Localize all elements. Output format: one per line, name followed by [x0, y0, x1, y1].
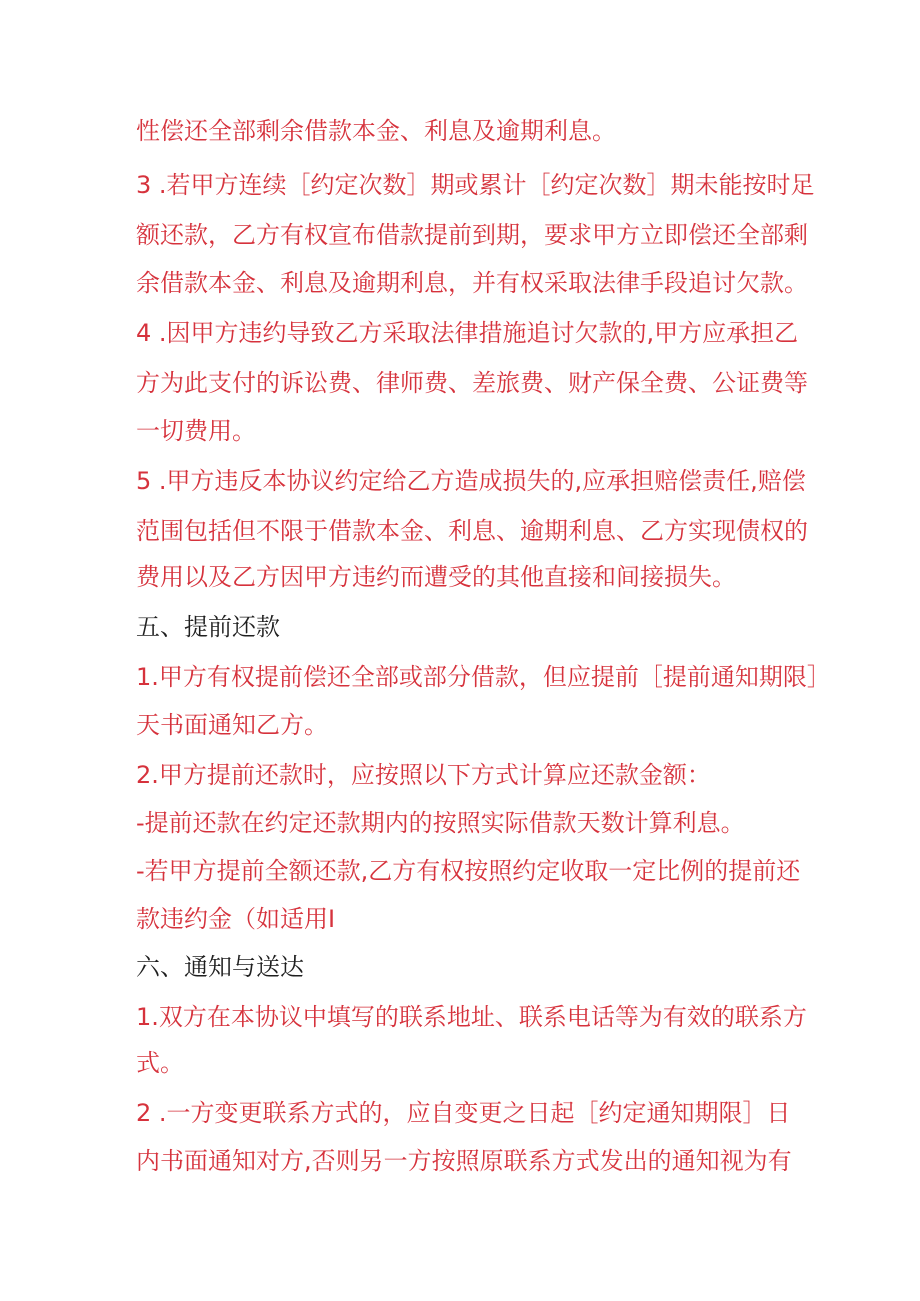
clause-5-line: 5 .甲方违反本协议约定给乙方造成损失的,应承担赔偿责任,赔偿 — [136, 467, 806, 495]
text-line: 额还款，乙方有权宣布借款提前到期，要求甲方立即偿还全部剩 — [136, 221, 808, 249]
text-line: 余借款本金、利息及逾期利息，并有权采取法律手段追讨欠款。 — [136, 269, 808, 297]
text-line: 性偿还全部剩余借款本金、利息及逾期利息。 — [136, 117, 616, 145]
clause-1-line: 1.双方在本协议中填写的联系地址、联系电话等为有效的联系方 — [136, 1003, 807, 1031]
clause-3-line: 3 .若甲方连续［约定次数］期或累计［约定次数］期未能按时足 — [136, 171, 815, 199]
text-line: 范围包括但不限于借款本金、利息、逾期利息、乙方实现债权的 — [136, 517, 808, 545]
clause-2-line: 2.甲方提前还款时，应按照以下方式计算应还款金额： — [136, 761, 711, 789]
bullet-line: -若甲方提前全额还款,乙方有权按照约定收取一定比例的提前还 — [136, 857, 801, 885]
text-line: 款违约金（如适用I — [136, 905, 336, 933]
text-line: 方为此支付的诉讼费、律师费、差旅费、财产保全费、公证费等 — [136, 369, 808, 397]
text-line: 费用以及乙方因甲方违约而遭受的其他直接和间接损失。 — [136, 563, 736, 591]
clause-2-line: 2 .一方变更联系方式的，应自变更之日起［约定通知期限］日 — [136, 1099, 791, 1127]
text-line: 一切费用。 — [136, 417, 256, 445]
clause-1-line: 1.甲方有权提前偿还全部或部分借款，但应提前［提前通知期限］ — [136, 663, 831, 691]
section-heading-notice-delivery: 六、通知与送达 — [136, 953, 304, 981]
text-line: 式。 — [136, 1049, 184, 1077]
clause-4-line: 4 .因甲方违约导致乙方采取法律措施追讨欠款的,甲方应承担乙 — [136, 319, 799, 347]
bullet-line: -提前还款在约定还款期内的按照实际借款天数计算利息。 — [136, 809, 745, 837]
text-line: 天书面通知乙方。 — [136, 711, 328, 739]
section-heading-early-repayment: 五、提前还款 — [136, 613, 280, 641]
text-line: 内书面通知对方,否则另一方按照原联系方式发出的通知视为有 — [136, 1147, 792, 1175]
